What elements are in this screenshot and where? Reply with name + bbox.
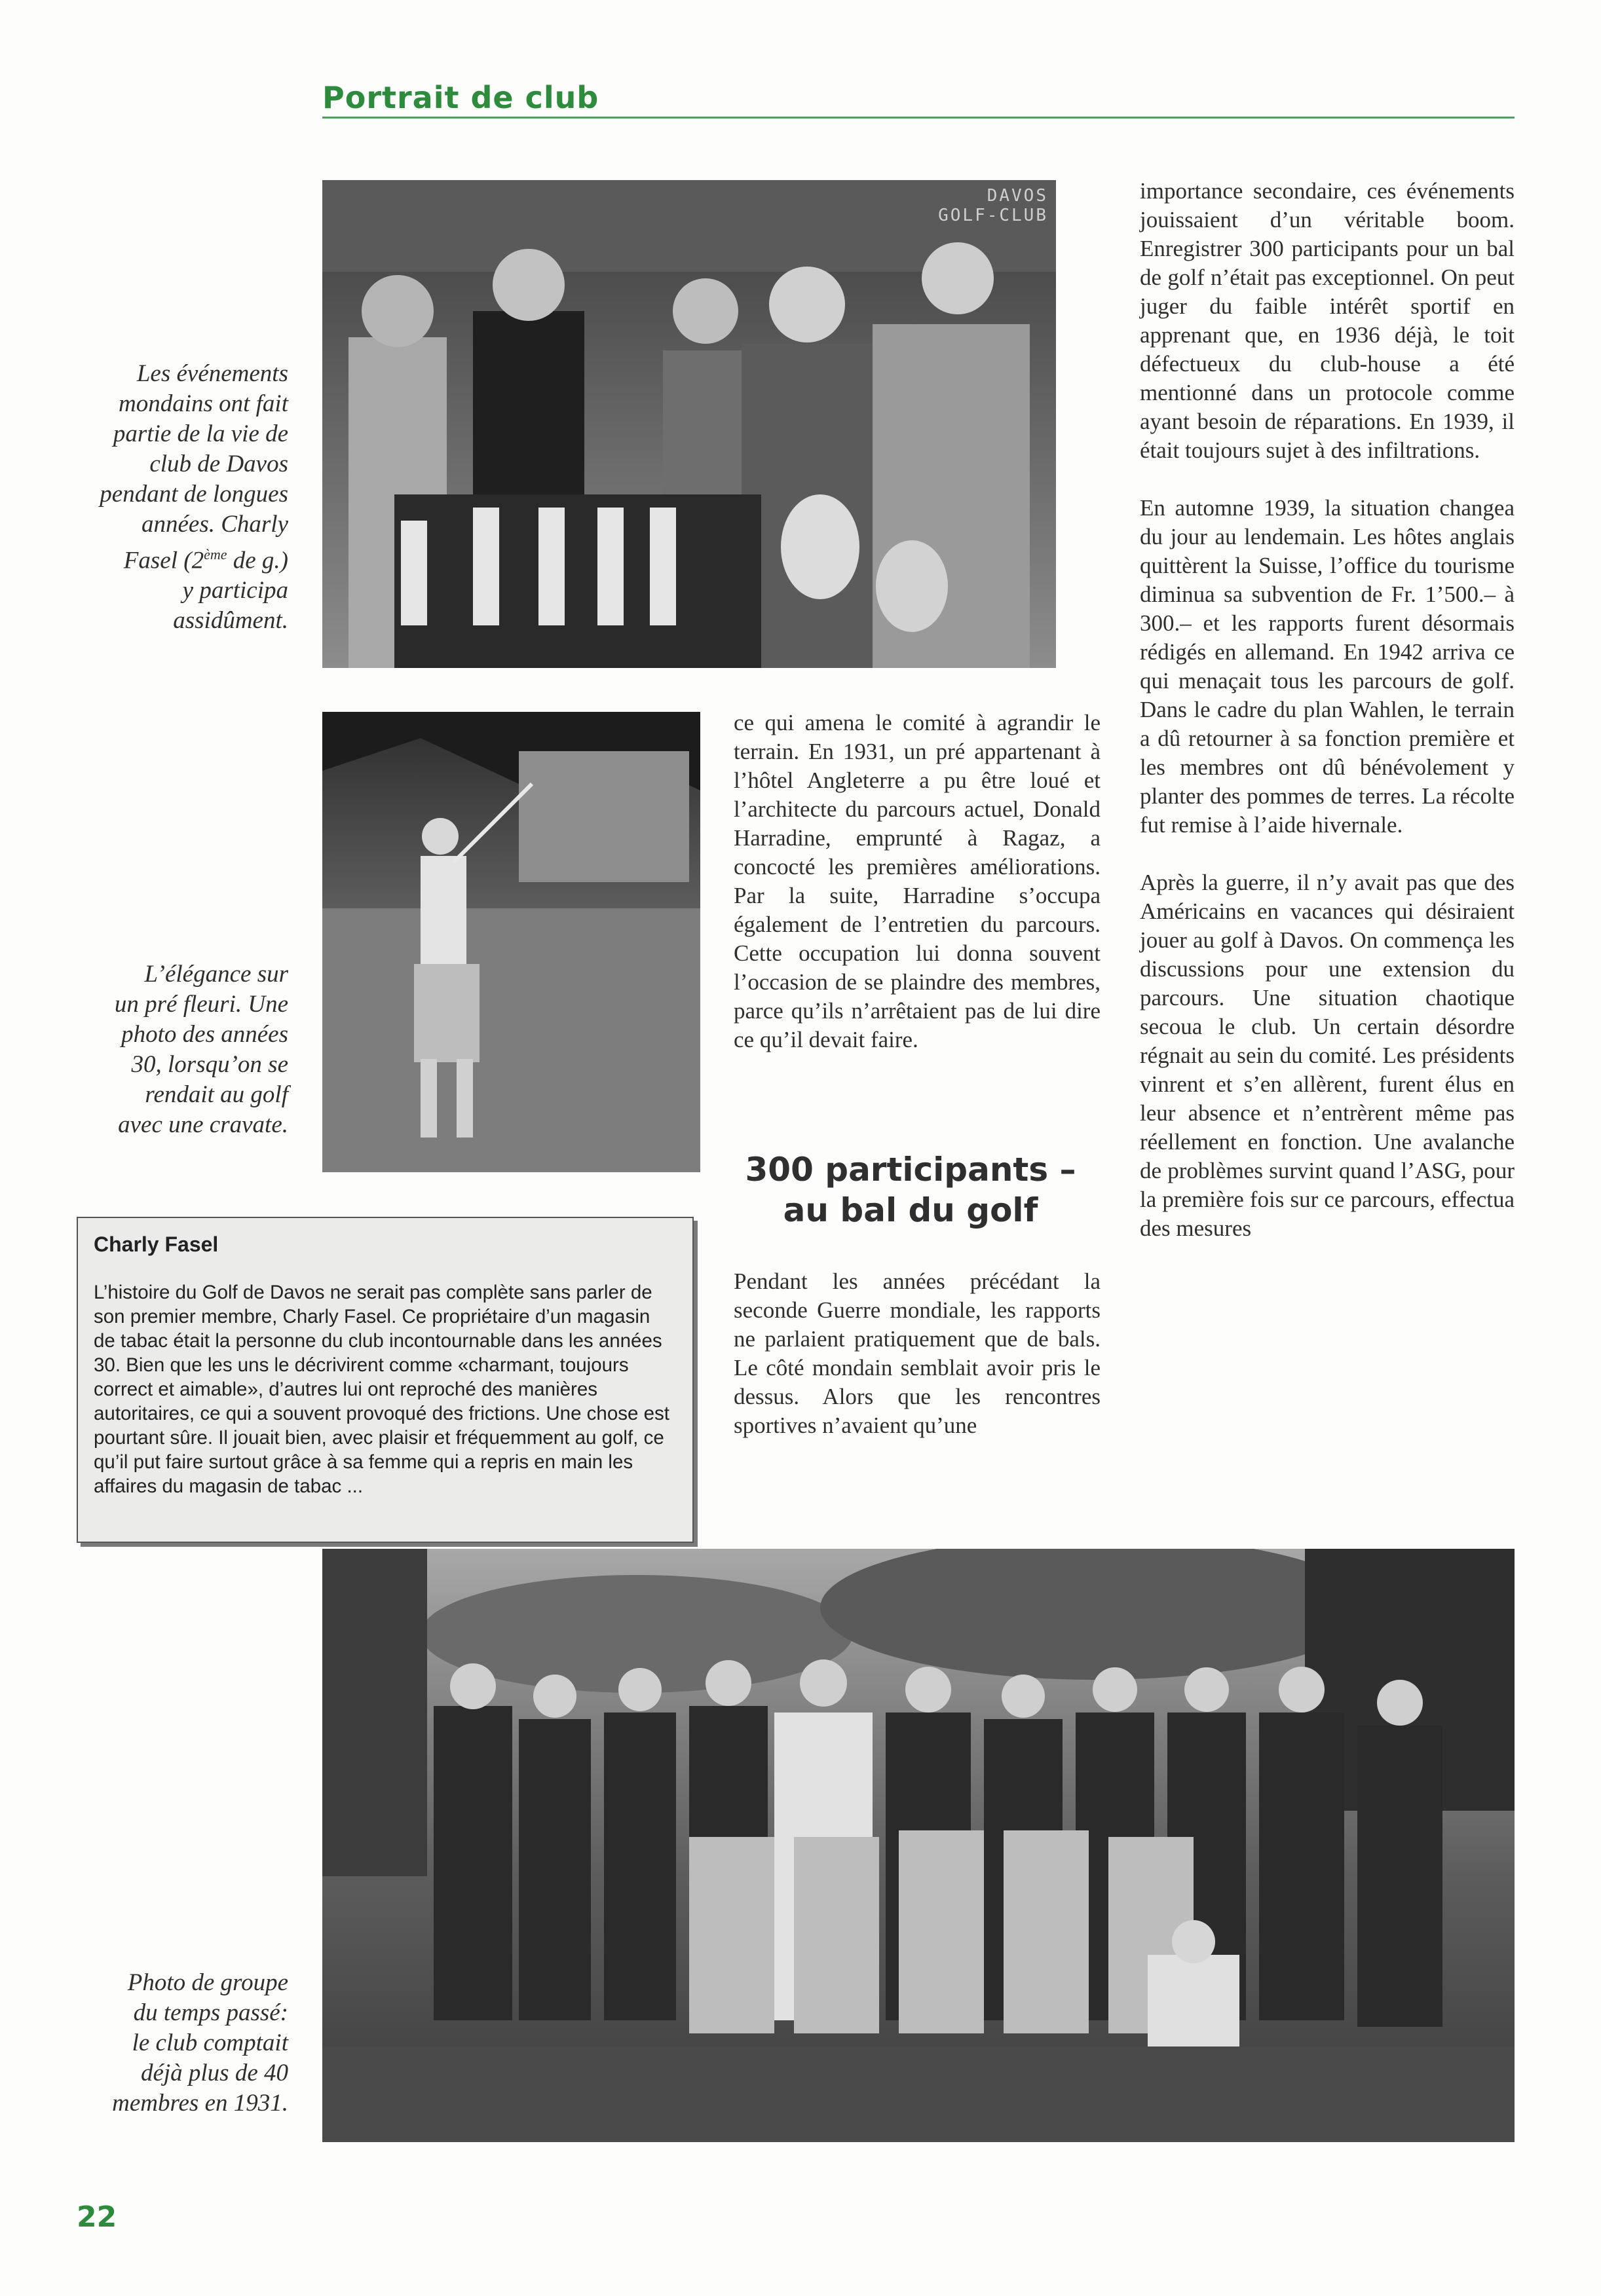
caption-line: club de Davos <box>149 451 288 477</box>
caption-line: du temps passé: <box>133 1999 288 2026</box>
article-paragraph: Pendant les années précédant la seconde Guerre mondiale, les rapports ne parlaient pratiquement que de bals. Le côté mondain semblait avoir pris le dessus. Alors que les rencontres sportives n’avaient qu’une <box>734 1268 1101 1438</box>
article-paragraph: importance secondaire, ces événements jouissaient d’un véritable boom. Enregistrer 300 participants pour un bal de golf n’était pas exceptionnel. On peut juger du faible intérêt sportif en apprenant que, en 1936 déjà, le toit défectueux du club-house a été mentionné dans un protocole comme ayant besoin de réparations. En 1939, il était toujours sujet à des infiltrations. <box>1140 178 1515 463</box>
caption-line: Les événements <box>136 360 288 387</box>
caption-line: déjà plus de 40 <box>140 2060 288 2086</box>
heading-line-2: au bal du golf <box>783 1191 1038 1229</box>
box-text: L’histoire du Golf de Davos ne serait pas complète sans parler de son premier membre, Charly Fasel. Ce propriétaire d’un magasin de tabac était la personne du club incontournable dans les années 30. Bien que les uns le décrivirent comme «charmant, toujours correct et aimable», d’autres lui ont reproché des manières autoritaires, ce qui a souvent provoqué des frictions. Une chose est pourtant sûre. Il jouait bien, avec plaisir et fréquemment au golf, ce qu’il put faire surtout grâce à sa femme qui a repris en main les affaires du magasin de tabac ... <box>94 1282 669 1497</box>
section-title: Portrait de club <box>322 80 599 115</box>
caption-line: rendait au golf <box>145 1081 288 1108</box>
caption-line: pendant de longues <box>100 481 288 508</box>
davos-golf-club-sign <box>938 187 1048 226</box>
caption-superscript: ème <box>204 546 227 563</box>
caption-fasel: Fasel (2 <box>123 547 204 574</box>
article-paragraph: Après la guerre, il n’y avait pas que des Américains en vacances qui désiraient jouer au golf à Davos. On commença les discussions pour une extension du parcours. Une situation chaotique secoua le club. Un certain désordre régnait au sein du comité. Les présidents vinrent et s’en allèrent, furent élus en leur absence et n’entrèrent même pas réellement en fonction. Une avalanche de problèmes survint quand l’ASG, pour la première fois sur ce parcours, effectua des mesures <box>1140 870 1515 1241</box>
box-title: Charly Fasel <box>94 1232 219 1256</box>
photo-golfer-swing <box>322 712 700 1172</box>
article-paragraph: En automne 1939, la situation changea du jour au lendemain. Les hôtes anglais quittèrent la Suisse, l’office du tourisme diminua sa subvention de Fr. 1’500.– à 300.– et les rapports furent désormais rédigés en allemand. En 1942 arriva ce qui menaçait tous les parcours de golf. Dans le cadre du plan Wahlen, le terrain a dû retourner à sa fonction première et les membres ont dû bénévolement y planter des pommes de terres. La récolte fut remise à l’aide hivernale. <box>1140 495 1515 838</box>
photo-trophy-group <box>322 180 1056 668</box>
caption-group-photo <box>39 1968 288 2119</box>
caption-line: membres en 1931. <box>112 2090 288 2117</box>
caption-line: le club comptait <box>132 2029 288 2056</box>
caption-line: L’élégance sur <box>144 961 288 988</box>
caption-line: 30, lorsqu’on se <box>131 1051 288 1078</box>
caption-line: avec une cravate. <box>118 1111 288 1138</box>
section-heading <box>734 1149 1087 1231</box>
photo-golfer-swing-image <box>322 712 700 1172</box>
article-middle-column-top <box>734 709 1101 1054</box>
sign-line-2: GOLF-CLUB <box>938 205 1048 225</box>
caption-line: partie de la vie de <box>113 420 288 447</box>
caption-line: photo des années <box>121 1021 288 1048</box>
heading-line-1: 300 participants – <box>745 1151 1076 1189</box>
photo-trophy-group-image <box>322 180 1056 668</box>
caption-line: années. Charly <box>141 511 288 538</box>
caption-line <box>39 540 288 576</box>
article-paragraph: ce qui amena le comité à agrandir le terrain. En 1931, un pré appartenant à l’hôtel Angleterre a pu être loué et l’architecte du parcours actuel, Donald Harradine, emprunté à Ragaz, a concocté les premières améliorations. Par la suite, Harradine s’occupa également de l’entretien du parcours. Cette occupation lui donna souvent l’occasion de se plaindre des membres, parce qu’ils n’arrêtaient pas de lui dire ce qu’il devait faire. <box>734 710 1101 1052</box>
photo-club-group-1931 <box>322 1549 1515 2142</box>
page-number: 22 <box>77 2200 117 2234</box>
caption-line: assidûment. <box>173 607 288 635</box>
caption-line: y participa <box>182 577 288 604</box>
caption-line: mondains ont fait <box>118 390 288 417</box>
caption-line: un pré fleuri. Une <box>114 991 288 1018</box>
caption-fasel-end: de g.) <box>227 547 288 574</box>
caption-line: Photo de groupe <box>127 1969 288 1996</box>
sign-line-1: DAVOS <box>987 186 1048 206</box>
article-middle-column-bottom <box>734 1267 1101 1440</box>
caption-trophy-photo <box>39 359 288 636</box>
header-divider <box>322 117 1515 119</box>
article-right-column <box>1140 177 1515 1243</box>
charly-fasel-box <box>77 1217 694 1543</box>
photo-club-group-image <box>322 1549 1515 2142</box>
caption-golfer-photo <box>39 959 288 1140</box>
